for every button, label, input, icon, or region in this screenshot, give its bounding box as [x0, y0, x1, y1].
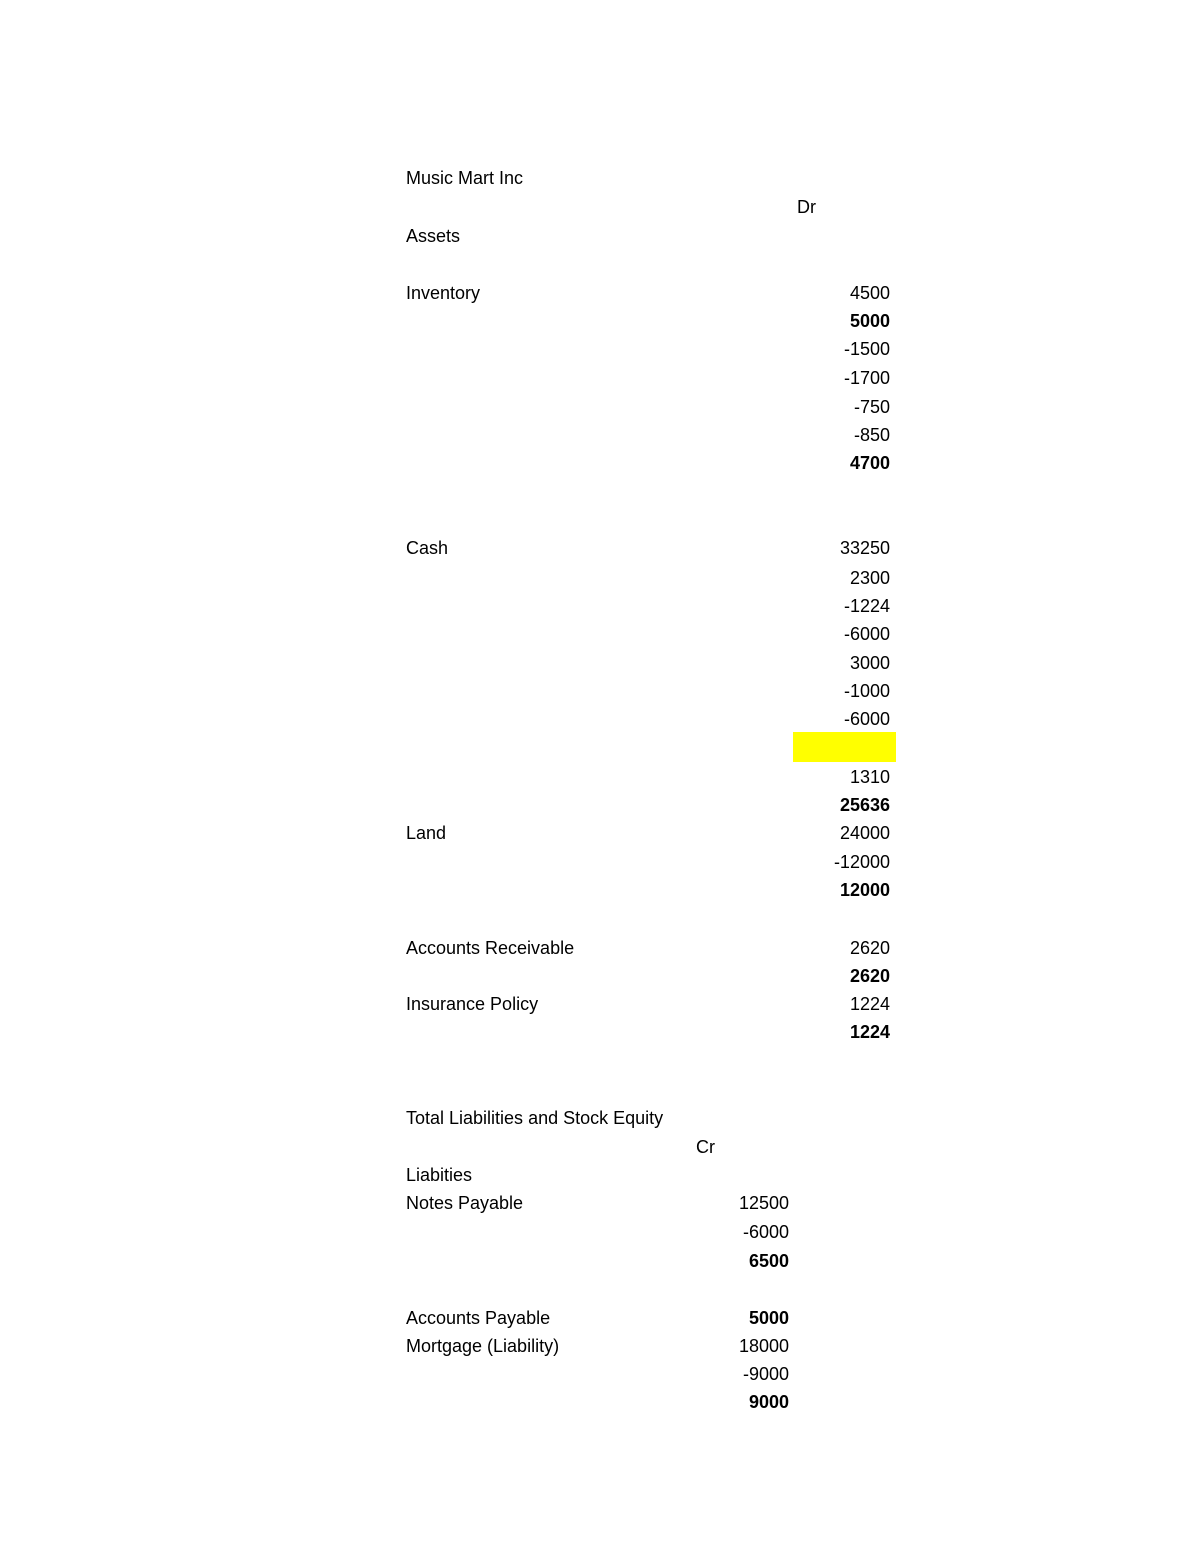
mortgage-total: 9000 — [748, 1392, 789, 1412]
inventory-entry: 5000 — [849, 311, 890, 331]
accounts-receivable-entry: 2620 — [849, 938, 890, 958]
insurance-policy-label: Insurance Policy — [406, 994, 539, 1014]
accounts-payable-total: 5000 — [748, 1308, 789, 1328]
land-entry: 24000 — [839, 823, 890, 843]
cash-entry: -1224 — [843, 596, 890, 616]
accounts-receivable-total: 2620 — [849, 966, 890, 986]
inventory-entry: -850 — [853, 425, 890, 445]
cash-total: 25636 — [839, 795, 890, 815]
land-label: Land — [406, 823, 447, 843]
notes-payable-entry: -6000 — [742, 1222, 789, 1242]
cash-entry: -6000 — [843, 709, 890, 729]
inventory-entry: -750 — [853, 397, 890, 417]
mortgage-entry: 18000 — [738, 1336, 789, 1356]
cash-entry: 3000 — [849, 653, 890, 673]
cash-entry: -1000 — [843, 681, 890, 701]
notes-payable-label: Notes Payable — [406, 1193, 524, 1213]
mortgage-entry: -9000 — [742, 1364, 789, 1384]
cash-entry: 2300 — [849, 568, 890, 588]
debit-column-header: Dr — [797, 197, 816, 217]
notes-payable-entry: 12500 — [738, 1193, 789, 1213]
insurance-policy-total: 1224 — [849, 1022, 890, 1042]
land-total: 12000 — [839, 880, 890, 900]
inventory-entry: -1500 — [843, 339, 890, 359]
accounts-receivable-label: Accounts Receivable — [406, 938, 575, 958]
insurance-policy-entry: 1224 — [849, 994, 890, 1014]
inventory-entry: 4500 — [849, 283, 890, 303]
cash-entry: 33250 — [839, 538, 890, 558]
highlighted-empty-cell[interactable] — [793, 732, 896, 762]
company-name: Music Mart Inc — [406, 168, 524, 188]
inventory-label: Inventory — [406, 283, 481, 303]
notes-payable-total: 6500 — [748, 1251, 789, 1271]
cash-entry: 1310 — [849, 767, 890, 787]
accounts-payable-label: Accounts Payable — [406, 1308, 551, 1328]
liabilities-equity-title: Total Liabilities and Stock Equity — [406, 1108, 664, 1128]
cash-entry: -6000 — [843, 624, 890, 644]
assets-heading: Assets — [406, 226, 461, 246]
mortgage-label: Mortgage (Liability) — [406, 1336, 560, 1356]
credit-column-header: Cr — [696, 1137, 715, 1157]
cash-label: Cash — [406, 538, 449, 558]
land-entry: -12000 — [833, 852, 890, 872]
liabilities-heading: Liabities — [406, 1165, 473, 1185]
inventory-entry: -1700 — [843, 368, 890, 388]
inventory-total: 4700 — [849, 453, 890, 473]
